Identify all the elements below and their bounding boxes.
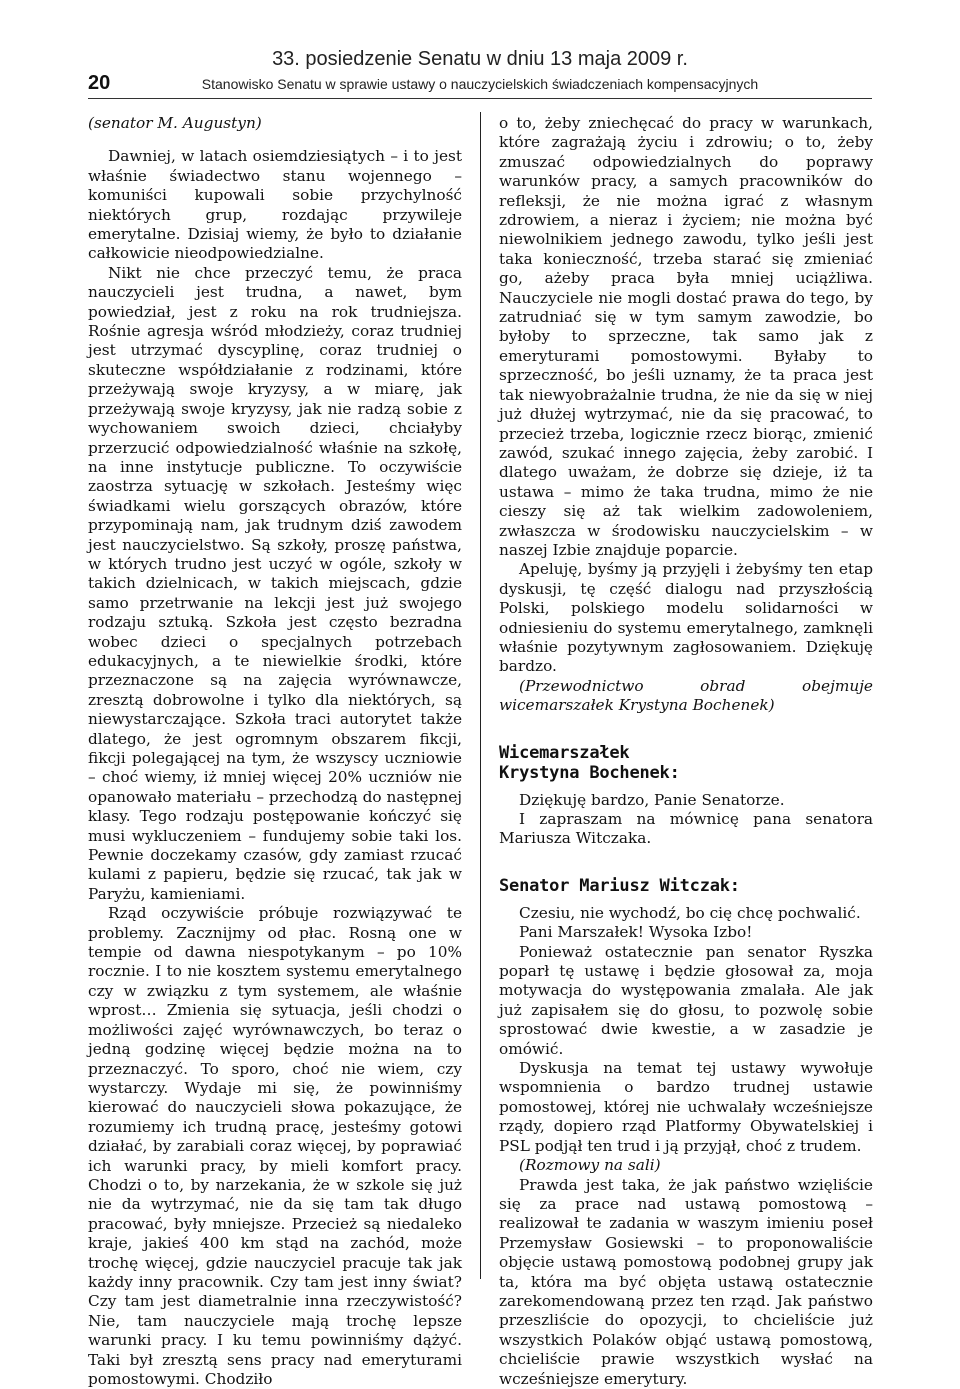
page-number: 20 <box>88 72 111 94</box>
right-column <box>499 114 873 1389</box>
paragraph: Pani Marszałek! Wysoka Izbo! <box>519 923 753 942</box>
speaker-title: Wicemarszałek <box>499 742 630 763</box>
paragraph: Dawniej, w latach osiemdziesiątych – i to jest właśnie świadectwo stanu wojennego – komuniści kupowali sobie przychylność niektórych grup, rozdając przywileje emerytalne. Dzisiaj wiemy, że było to działanie całkowicie nieodpowiedzialne. <box>88 147 462 263</box>
paragraph: Dziękuję bardzo, Panie Senatorze. <box>519 790 785 809</box>
room-note: (Rozmowy na sali) <box>519 1156 661 1175</box>
header-rule <box>88 98 872 99</box>
paragraph: Rząd oczywiście próbuje rozwiązywać te problemy. Zacznijmy od płac. Rosną one w tempie od dawna niespotykanym – po 10% rocznie. I to nie kosztem systemu emerytalnego czy w związku z tym systemem, ale właśnie wprost… Zmienia się sytuacja, jeśli chodzi o możliwości zajęć wyrównawczych, bo teraz o jedną godzinę więcej będzie można na to przeznaczyć. To sporo, choć nie wiem, czy wystarczy. Wydaje mi się, że powinniśmy kierować do nauczycieli słowa pokazujące, że rozumiemy ich trudną pracę, jesteśmy gotowi działać, by zarabiali coraz więcej, by poprawiać ich warunki pracy, by mieli komfort pracy. Chodzi o to, by narzekania, że w szkole się już nie da wytrzymać, nie da się tam tak długo pracować, były mniejsze. Przecież są niedaleko kraje, jakieś 400 km stąd na zachód, może trochę więcej, gdzie nauczyciel pracuje tak jak każdy inny pracownik. Czy tam jest inny świat? Czy tam jest diametralnie inna rzeczywistość? Nie, tam nauczyciele mają trochę lepsze warunki pracy. I ku temu powinniśmy dążyć. Taki był zresztą sens pracy nad emeryturami pomostowymi. Chodziło <box>88 904 462 1388</box>
header-session: 33. posiedzenie Senatu w dniu 13 maja 2009 r. <box>272 48 688 70</box>
paragraph: Dyskusja na temat tej ustawy wywołuje wspomnienia o bardzo trudnej ustawie pomostowej, której nie uchwalały wcześniejsze rządy, dopiero rząd Platformy Obywatelskiej i PSL podjął ten trud i ją przyjął, choć z trudem. <box>499 1059 873 1155</box>
speaker-heading-witczak: Senator Mariusz Witczak: <box>499 875 740 896</box>
left-column <box>88 114 462 1389</box>
paragraph: I zapraszam na mównicę pana senatora Mariusza Witczaka. <box>499 810 873 848</box>
speaker-heading-bochenek <box>499 743 873 783</box>
header-subtitle: Stanowisko Senatu w sprawie ustawy o nauczycielskich świadczeniach kompensacyjnych <box>201 76 759 92</box>
column-divider <box>480 112 481 1279</box>
paragraph: Nikt nie chce przeczyć temu, że praca nauczycieli jest trudna, a nawet, bym powiedział, jest z roku na rok trudniejsza. Rośnie agresja wśród młodzieży, coraz trudniej jest utrzymać dyscyplinę, coraz trudniej o skuteczne współdziałanie z rodzinami, które przeżywają swoje kryzysy, a w miarę, jak przeżywają swoje kryzysy, jak nie radzą sobie z wychowaniem swoich dzieci, chciałyby przerzucić odpowiedzialność właśnie na szkołę, na inne instytucje publiczne. To oczywiście zaostrza sytuację w szkołach. Jesteśmy więc świadkami wielu gorszących obrazów, które przypominają nam, jak trudnym dziś zawodem jest nauczycielstwo. Są szkoły, proszę państwa, w których trudno jest uczyć w ogóle, szkoły w takich dzielnicach, w takich miejscach, gdzie samo przetrwanie na lekcji jest już swojego rodzaju sztuką. Szkoła jest często bezradna wobec dzieci o specjalnych potrzebach edukacyjnych, a te niewielkie środki, które przeznaczone są na zajęcia wyrównawcze, zresztą dobrowolne i tylko dla niektórych, są niewystarczające. Szkoła traci autorytet także dlatego, że jest ogromnym obszarem fikcji, fikcji polegającej na tym, że wszyscy uczniowie – choć wiemy, iż mniej więcej 20% uczniów nie opanowało materiału – przechodzą do następnej klasy. Tego rodzaju postępowanie kończyć się musi wykluczeniem – fundujemy sobie taki los. Pewnie doczekamy czasów, gdy zamiast rzucać kulami z papieru, będzie się rzucać, tak jak w Paryżu, kamieniami. <box>88 263 462 903</box>
presiding-note: (Przewodnictwo obrad obejmuje wicemarszałek Krystyna Bochenek) <box>499 676 873 715</box>
paragraph: Czesiu, nie wychodź, bo cię chcę pochwalić. <box>519 903 861 922</box>
paragraph: Ponieważ ostatecznie pan senator Ryszka poparł tę ustawę i będzie głosował za, moja motywacja do występowania zmalała. Ale jak już zapisałem się do głosu, to pozwolę sobie sprostować dwie kwestie, a w zasadzie je omówić. <box>499 942 873 1058</box>
speaker-name: Krystyna Bochenek: <box>499 762 680 783</box>
paragraph: Apeluję, byśmy ją przyjęli i żebyśmy ten etap dyskusji, tę część dialogu nad przyszłością Polski, polskiego modelu solidarności w odniesieniu do systemu emerytalnego, zamknęli właśnie pozytywnym zagłosowaniem. Dziękuję bardzo. <box>499 560 873 676</box>
paragraph: Prawda jest taka, że jak państwo wzięliście się za prace nad ustawą pomostową – realizował te zadania w waszym imieniu poseł Przemysław Gosiewski – to proponowaliście objęcie ustawą pomostową podobnej grupy jak ta, która ma być objęta ustawą ostatecznie zarekomendowaną przez ten rząd. Jak państwo przeszliście do opozycji, to chcieliście już wszystkich Polaków objąć ustawą pomostową, chcieliście prawie wszystkich wysłać na wcześniejsze emerytury. <box>499 1175 873 1388</box>
speaker-note: (senator M. Augustyn) <box>88 114 262 132</box>
paragraph: o to, żeby zniechęcać do pracy w warunkach, które zagrażają życiu i zdrowiu; o to, żeby zmuszać odpowiedzialnych do poprawy warunków pracy, a samych pracowników do refleksji, że nie można igrać z własnym zdrowiem, a nieraz i życiem; nie można być niewolnikiem jednego zawodu, tylko jeśli jest taka konieczność, trzeba starać się zmieniać go, ażeby praca była mniej uciążliwa. Nauczyciele nie mogli dostać prawa do tego, by zatrudniać się w tym samym zawodzie, bo byłoby to sprzeczne, tak samo jak z emeryturami pomostowymi. Byłaby to sprzeczność, bo jeśli uznamy, że ta praca jest tak niewyobrażalnie trudna, że nie da się w niej już dłużej wytrzymać, nie da się pracować, to przecież trzeba, logicznie rzecz biorąc, zmienić zawód, szukać innego zajęcia, żeby zarobić. I dlatego uważam, że dobrze się dzieje, iż ta ustawa – mimo że taka trudna, mimo że nie cieszy się aż tak wielkim zadowoleniem, zwłaszcza w środowisku nauczycielskim – w naszej Izbie znajduje poparcie. <box>499 114 873 559</box>
